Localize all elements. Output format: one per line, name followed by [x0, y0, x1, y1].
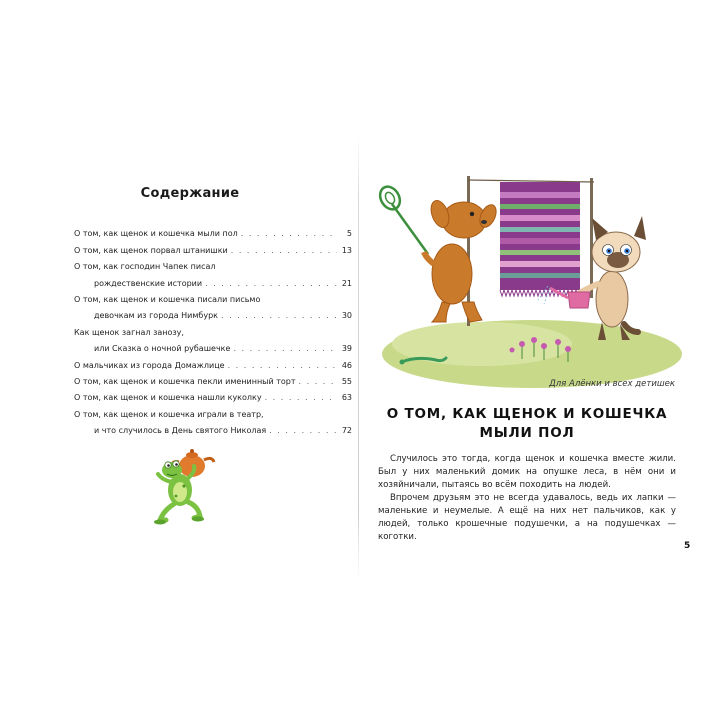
toc-leader-dots [269, 426, 337, 435]
toc-entry-page: 5 [346, 229, 352, 239]
chapter-title-line-2: МЫЛИ ПОЛ [479, 425, 575, 441]
toc-entry-title: Как щенок загнал занозу, [74, 327, 184, 337]
toc-entry-page: 46 [341, 360, 352, 370]
toc-entry-title: О том, как щенок порвал штанишки [74, 245, 228, 255]
toc-entry[interactable] [74, 353, 352, 369]
toc-entry-title: О том, как господин Чапек писал [74, 262, 216, 272]
toc-entry-page: 39 [341, 344, 352, 354]
paragraph: Случилось это тогда, когда щенок и кошечка вместе жили. Был у них маленький домик на опушке леса, в нём они и хозяйничали, пытаясь во всём походить на людей. [378, 454, 676, 490]
toc-leader-dots [299, 377, 337, 386]
toc-entry-title: О том, как щенок и кошечка пекли именинный торт [74, 376, 296, 386]
right-page [362, 110, 691, 610]
toc-leader-dots [205, 279, 337, 288]
toc-entry-title: О том, как щенок и кошечка нашли куколку [74, 393, 262, 403]
dog-and-cat-illustration [372, 174, 687, 388]
toc-entry-title: девочкам из города Нимбурк [94, 311, 218, 321]
toc-entry[interactable] [74, 222, 352, 238]
toc-entry[interactable] [74, 402, 352, 418]
chapter-title [382, 405, 672, 443]
frog-illustration [142, 432, 222, 532]
toc-entry-page: 55 [341, 376, 352, 386]
toc-leader-dots [228, 361, 337, 370]
toc-entry[interactable] [74, 386, 352, 402]
chapter-body [378, 453, 676, 544]
toc-entry-title: О мальчиках из города Домажлице [74, 360, 225, 370]
toc-entry[interactable] [74, 320, 352, 336]
toc-entry-title: О том, как щенок и кошечка писали письмо [74, 294, 261, 304]
table-of-contents [74, 222, 352, 435]
toc-entry[interactable] [74, 304, 352, 320]
toc-leader-dots [265, 393, 337, 402]
toc-entry[interactable] [74, 255, 352, 271]
toc-leader-dots [233, 344, 337, 353]
chapter-title-line-1: О ТОМ, КАК ЩЕНОК И КОШЕЧКА [386, 406, 668, 422]
toc-leader-dots [221, 311, 337, 320]
toc-leader-dots [231, 246, 337, 255]
toc-entry-title: рождественские истории [94, 278, 203, 288]
toc-title: Содержание [140, 186, 240, 201]
page-number: 5 [684, 541, 691, 551]
book-gutter [358, 135, 359, 580]
toc-entry[interactable] [74, 271, 352, 287]
toc-entry[interactable] [74, 370, 352, 386]
dedication: Для Алёнки и всех детишек [549, 379, 675, 389]
toc-entry-page: 63 [341, 393, 352, 403]
left-page [30, 110, 355, 610]
toc-entry-page: 30 [341, 311, 352, 321]
toc-entry-page: 13 [341, 245, 352, 255]
toc-entry-title: и что случилось в День святого Николая [94, 426, 267, 436]
toc-leader-dots [241, 229, 337, 238]
toc-entry-title: или Сказка о ночной рубашечке [94, 344, 231, 354]
toc-entry-title: О том, как щенок и кошечка играли в театр, [74, 409, 264, 419]
toc-entry[interactable] [74, 337, 352, 353]
toc-entry-page: 21 [341, 278, 352, 288]
toc-entry[interactable] [74, 238, 352, 254]
paragraph: Впрочем друзьям это не всегда удавалось, ведь их лапки — маленькие и неумелые. А ещё на них нет пальчиков, как у людей, только крошечные подушечки, а на подушечках — коготки. [378, 493, 676, 542]
toc-entry-page: 72 [341, 426, 352, 436]
toc-entry[interactable] [74, 288, 352, 304]
toc-entry-title: О том, как щенок и кошечка мыли пол [74, 229, 238, 239]
